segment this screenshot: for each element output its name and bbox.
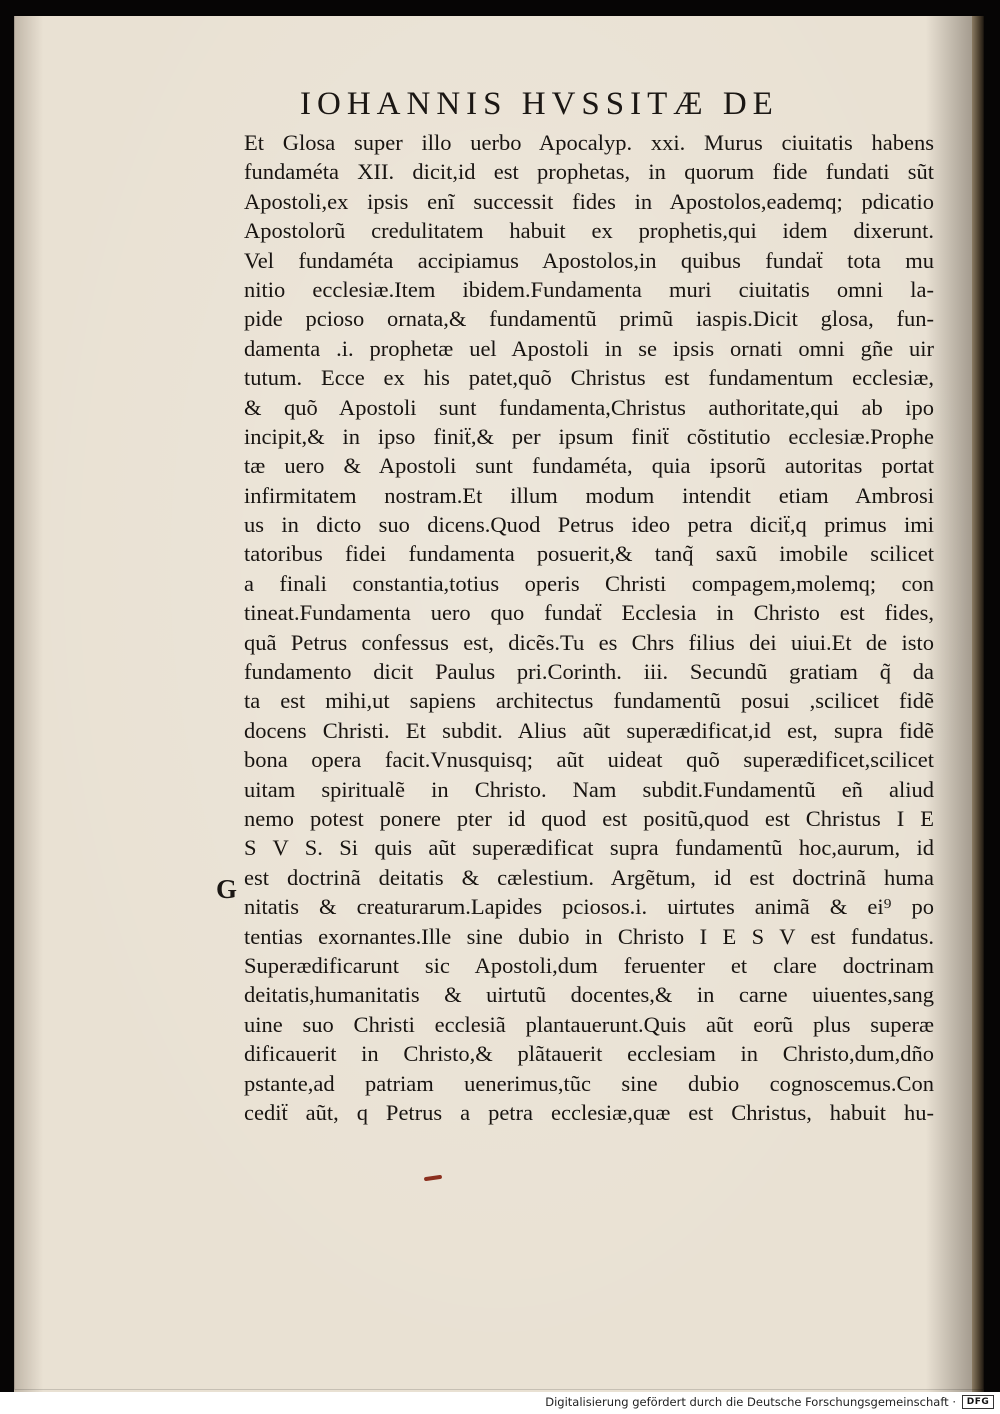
dfg-credit: Digitalisierung gefördert durch die Deutsche Forschungsgemeinschaft ·: [545, 1395, 956, 1409]
text-line: a finali constantia,totius operis Christi compagem,molemq; con: [244, 570, 934, 596]
text-line: Apostoli,ex ipsis enĩ successit fides in Apostolos,eademq; pdicatio: [244, 188, 934, 214]
dfg-logo-icon: DFG: [962, 1395, 994, 1409]
text-line: infirmitatem nostram.Et illum modum intendit etiam Ambrosi: [244, 482, 934, 508]
text-line: uine suo Christi ecclesiã plantauerunt.Quis aũt eorũ plus superæ: [244, 1011, 934, 1037]
text-line: docens Christi. Et subdit. Alius aũt superædificat,id est, supra fidẽ: [244, 717, 934, 743]
text-line: dificauerit in Christo,& plãtauerit ecclesiam in Christo,dum,dño: [244, 1041, 934, 1067]
text-line: est doctrinã deitatis & cælestium. Argẽtum, id est doctrinã huma: [244, 864, 934, 890]
text-line: & quõ Apostoli sunt fundamenta,Christus authoritate,qui ab ipo: [244, 394, 934, 420]
book-spine-shadow: [972, 16, 984, 1392]
running-head: IOHANNIS HVSSITÆ DE: [300, 86, 779, 122]
margin-letter: G: [216, 874, 238, 904]
text-line: deitatis,humanitatis & uirtutũ docentes,& in carne uiuentes,sang: [244, 982, 934, 1008]
text-line: tutum. Ecce ex his patet,quõ Christus est fundamentum ecclesiæ,: [244, 365, 934, 391]
text-line: pstante,ad patriam uenerimus,tũc sine dubio cognoscemus.Con: [244, 1070, 934, 1096]
text-line: Apostolorũ credulitatem habuit ex prophetis,qui idem dixerunt.: [244, 218, 934, 244]
text-line: tatoribus fidei fundamenta posuerit,& tanq̃ saxũ imobile scilicet: [244, 541, 934, 567]
text-line: nitatis & creaturarum.Lapides pciosos.i. uirtutes animã & ei⁹ po: [244, 894, 934, 920]
text-line: pide pcioso ornata,& fundamentũ primũ iaspis.Dicit glosa, fun-: [244, 306, 934, 332]
text-line: tentias exornantes.Ille sine dubio in Christo I E S V est fundatus.: [244, 923, 934, 949]
text-line: nemo potest ponere pter id quod est positũ,quod est Christus I E: [244, 805, 934, 831]
text-line: fundaméta XII. dicit,id est prophetas, in quorum fide fundati sũt: [244, 159, 934, 185]
text-line: us in dicto suo dicens.Quod Petrus ideo petra diciẗ,q primus imi: [244, 512, 934, 538]
body-text: [244, 128, 934, 1127]
text-line: fundamento dicit Paulus pri.Corinth. iii. Secundũ gratiam q̃ da: [244, 659, 934, 685]
text-line: damenta .i. prophetæ uel Apostoli in se ipsis ornati omni gñe uir: [244, 335, 934, 361]
text-line: incipit,& in ipso finiẗ,& per ipsum finiẗ cõstitutio ecclesiæ.Prophe: [244, 423, 934, 449]
text-line: cediẗ aũt, q Petrus a petra ecclesiæ,quæ est Christus, habuit hu-: [244, 1099, 934, 1125]
text-line: nitio ecclesiæ.Item ibidem.Fundamenta muri ciuitatis omni la-: [244, 276, 934, 302]
text-line: Vel fundaméta accipiamus Apostolos,in quibus fundaẗ tota mu: [244, 247, 934, 273]
text-line: quã Petrus confessus est, dicẽs.Tu es Chrs filius dei uiui.Et de isto: [244, 629, 934, 655]
text-line: ta est mihi,ut sapiens architectus fundamentũ posui ,scilicet fidẽ: [244, 688, 934, 714]
text-line: S V S. Si quis aũt superædificat supra fundamentũ hoc,aurum, id: [244, 835, 934, 861]
text-line: Superædificarunt sic Apostoli,dum feruenter et clare doctrinam: [244, 952, 934, 978]
footer-bar: [0, 1392, 1000, 1414]
text-line: Et Glosa super illo uerbo Apocalyp. xxi. Murus ciuitatis habens: [244, 130, 934, 155]
text-line: tæ uero & Apostoli sunt fundaméta, quia ipsorũ autoritas portat: [244, 453, 934, 479]
text-line: tineat.Fundamenta uero quo fundaẗ Ecclesia in Christo est fides,: [244, 600, 934, 626]
text-line: bona opera facit.Vnusquisq; aũt uideat quõ superædificet,scilicet: [244, 747, 934, 773]
text-line: uitam spiritualẽ in Christo. Nam subdit.Fundamentũ eñ aliud: [244, 776, 934, 802]
